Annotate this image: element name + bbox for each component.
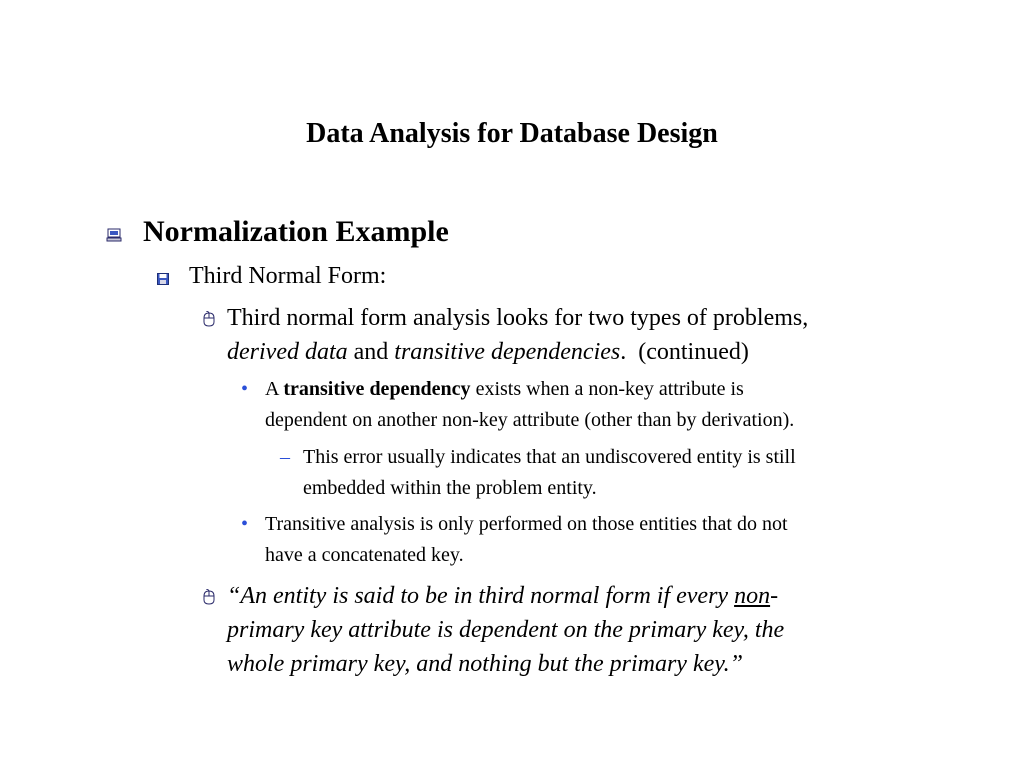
point2-line3: whole primary key, and nothing but the primary key.” — [227, 651, 743, 677]
sub1-prefix: A — [265, 378, 284, 400]
level1-heading: Normalization Example — [143, 215, 449, 248]
subsub1-line1: This error usually indicates that an undiscovered entity is still — [303, 446, 796, 468]
quote-start: “An entity is said to be in third normal form if every — [227, 583, 735, 609]
and-text: and — [347, 339, 395, 365]
non-underlined: non — [734, 583, 771, 609]
hyphen: - — [770, 583, 779, 609]
continued-text: . (continued) — [620, 339, 749, 365]
slide-title: Data Analysis for Database Design — [306, 118, 718, 149]
sub1-line1 — [265, 374, 744, 405]
sub1-line1-rest: exists when a non-key attribute is — [470, 378, 744, 400]
mouse-icon — [202, 589, 216, 605]
point2-line2: primary key attribute is dependent on the primary key, the — [227, 617, 785, 643]
transitive-dependency-term: transitive dependency — [283, 378, 471, 400]
sub2-line1: Transitive analysis is only performed on those entities that do not — [265, 513, 788, 535]
bullet-dash: – — [280, 446, 290, 468]
sub2-line2: have a concatenated key. — [265, 544, 464, 566]
derived-data-text: derived data — [227, 339, 348, 365]
bullet-dot: • — [241, 378, 249, 400]
subsub1-line2: embedded within the problem entity. — [303, 477, 597, 499]
mouse-icon — [202, 311, 216, 327]
floppy-disk-icon — [157, 273, 169, 285]
point1-line2 — [227, 335, 749, 369]
point1-line1: Third normal form analysis looks for two types of problems, — [227, 305, 809, 331]
bullet-dot: • — [241, 513, 249, 535]
sub1-line2: dependent on another non-key attribute (other than by derivation). — [265, 409, 795, 431]
transitive-dependencies-text: transitive dependencies — [394, 339, 621, 365]
point2-line1 — [227, 579, 778, 613]
level2-heading: Third Normal Form: — [189, 263, 387, 289]
computer-icon — [106, 228, 122, 242]
